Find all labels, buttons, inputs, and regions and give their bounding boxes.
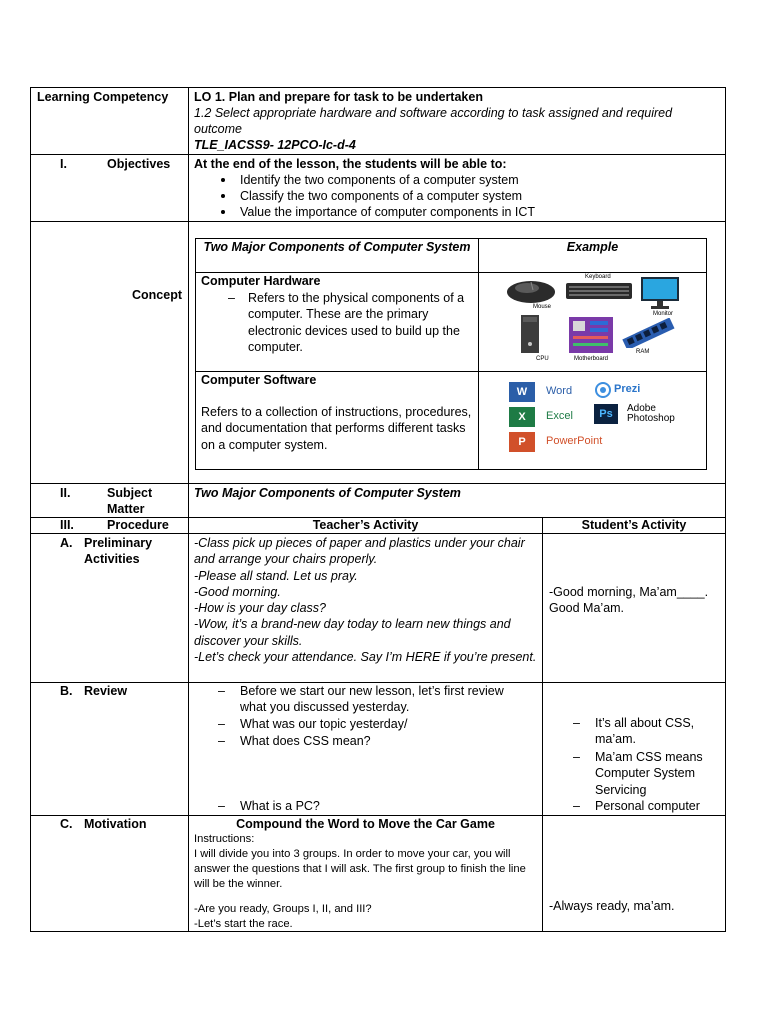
software-desc: Refers to a collection of instructions, procedures, and documentation that performs different tasks on a computer system. (201, 405, 472, 452)
ram-label: RAM (636, 349, 650, 355)
motherboard-icon (568, 316, 614, 354)
preliminary-line: -Good morning. (194, 584, 281, 599)
photoshop-label: Adobe Photoshop (627, 403, 675, 424)
prezi-icon (593, 382, 613, 398)
mouse-icon (505, 277, 557, 305)
motivation-label: Motivation (84, 817, 147, 831)
cpu-icon (517, 314, 545, 354)
subject-value: Two Major Components of Computer System (194, 486, 461, 500)
review-student-item: It’s all about CSS, ma’am. (595, 716, 695, 747)
powerpoint-icon: P (509, 432, 535, 452)
preliminary-line: -Wow, it’s a brand-new day today to learn new things and discover your skills. (194, 617, 511, 648)
competency-lo: LO 1. Plan and prepare for task to be undertaken (194, 90, 483, 104)
concept-header-right: Example (566, 240, 619, 254)
objectives-num: I. (60, 157, 67, 171)
cpu-label: CPU (536, 356, 549, 362)
word-icon: W (509, 382, 535, 402)
subject-label: Subject Matter (107, 486, 153, 516)
objective-item: Value the importance of computer components in ICT (240, 205, 536, 219)
ram-icon (620, 318, 676, 348)
motivation-instructions-label: Instructions: (194, 833, 255, 845)
review-num: B. (60, 684, 73, 698)
hardware-desc: Refers to the physical components of a computer. These are the primary electronic devices used to build up the computer. (248, 291, 465, 354)
review-label: Review (84, 684, 128, 698)
monitor-label: Monitor (653, 311, 674, 317)
review-teacher-item: Before we start our new lesson, let’s first review what you discussed yesterday. (240, 684, 504, 715)
powerpoint-label: PowerPoint (546, 435, 603, 447)
competency-detail: 1.2 Select appropriate hardware and software according to task assigned and required outcome (194, 106, 673, 136)
preliminary-line: -Please all stand. Let us pray. (194, 568, 358, 583)
student-activity-header: Student’s Activity (581, 518, 687, 532)
concept-header-left: Two Major Components of Computer System (203, 240, 471, 254)
motivation-instructions: I will divide you into 3 groups. In order to move your car, you will answer the questions that I will ask. The first group to finish the line will be the winner. (194, 848, 526, 890)
motivation-student: -Always ready, ma’am. (549, 899, 675, 913)
preliminary-line: -Class pick up pieces of paper and plastics under your chair and arrange your chairs properly. (194, 536, 525, 567)
word-label: Word (546, 385, 573, 397)
objective-item: Classify the two components of a computer system (240, 189, 523, 203)
photoshop-icon: Ps (594, 404, 618, 424)
motivation-prompt: -Let’s start the race. (194, 918, 293, 930)
preliminary-num: A. (60, 536, 73, 550)
preliminary-teacher (194, 535, 538, 665)
objectives-intro: At the end of the lesson, the students will be able to: (194, 157, 507, 171)
review-teacher-item: What is a PC? (240, 799, 320, 813)
competency-code: TLE_IACSS9- 12PCO-Ic-d-4 (194, 138, 356, 152)
keyboard-label: Keyboard (585, 274, 611, 280)
prezi-label: Prezi (614, 383, 641, 395)
concept-label: Concept (132, 288, 182, 302)
procedure-num: III. (60, 518, 74, 532)
motivation-title: Compound the Word to Move the Car Game (236, 817, 495, 831)
motivation-prompt: -Are you ready, Groups I, II, and III? (194, 903, 372, 915)
review-teacher-item: What does CSS mean? (240, 734, 371, 748)
software-title: Computer Software (201, 373, 317, 387)
review-teacher-item: What was our topic yesterday/ (240, 717, 408, 731)
monitor-icon (640, 276, 680, 310)
objective-item: Identify the two components of a computer system (240, 173, 519, 187)
mouse-label: Mouse (533, 304, 552, 310)
preliminary-line: -Let’s check your attendance. Say I’m HERE if you’re present. (194, 650, 537, 665)
review-student-item: Ma’am CSS means Computer System Servicing (595, 750, 703, 797)
excel-icon: X (509, 407, 535, 427)
teacher-activity-header: Teacher’s Activity (312, 518, 419, 532)
preliminary-student: -Good morning, Ma’am____. Good Ma’am. (549, 585, 709, 616)
preliminary-label: Preliminary Activities (84, 536, 153, 566)
excel-label: Excel (546, 410, 573, 422)
review-student-item: Personal computer (595, 799, 700, 813)
objectives-label: Objectives (107, 157, 171, 171)
keyboard-icon (565, 281, 633, 301)
subject-num: II. (60, 486, 71, 500)
motivation-num: C. (60, 817, 73, 831)
procedure-label: Procedure (107, 518, 169, 532)
motherboard-label: Motherboard (574, 356, 609, 362)
hardware-title: Computer Hardware (201, 274, 321, 288)
competency-label: Learning Competency (37, 90, 169, 104)
preliminary-line: -How is your day class? (194, 601, 326, 616)
